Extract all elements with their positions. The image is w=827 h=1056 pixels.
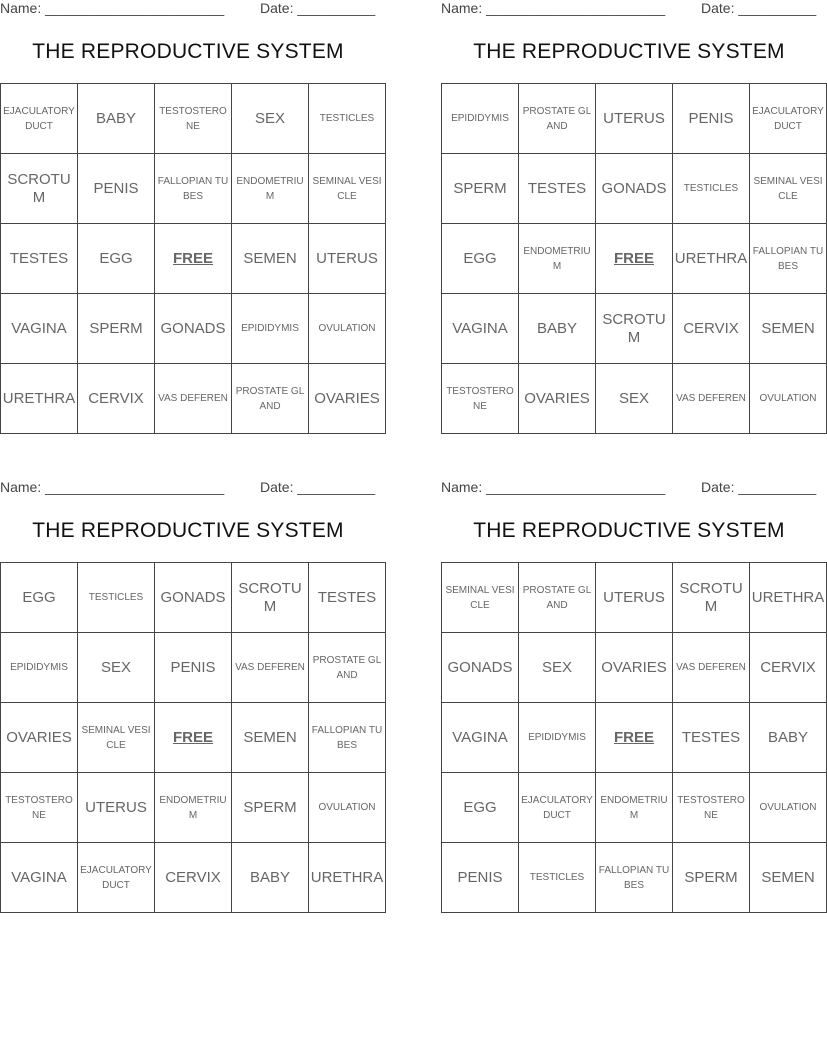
bingo-cell: URETHRA — [673, 224, 750, 294]
bingo-cell: PROSTATE GLAND — [309, 633, 386, 703]
name-field-label: Name: _______________________ — [0, 479, 225, 495]
grid-row — [1, 563, 386, 633]
bingo-cell: TESTES — [1, 224, 78, 294]
name-field-label: Name: _______________________ — [0, 0, 225, 16]
bingo-cell: FALLOPIAN TUBES — [750, 224, 827, 294]
bingo-card-1 — [0, 0, 382, 440]
free-space-cell: FREE — [155, 224, 232, 294]
grid-row — [442, 633, 827, 703]
bingo-cell: TESTOSTERONE — [1, 773, 78, 843]
bingo-cell: OVULATION — [750, 364, 827, 434]
bingo-cell: EJACULATORY DUCT — [519, 773, 596, 843]
grid-row — [1, 84, 386, 154]
grid-row — [1, 843, 386, 913]
bingo-cell: ENDOMETRIUM — [596, 773, 673, 843]
bingo-cell: EJACULATORY DUCT — [1, 84, 78, 154]
bingo-cell: EJACULATORY DUCT — [750, 84, 827, 154]
bingo-cell: BABY — [519, 294, 596, 364]
bingo-cell: OVARIES — [309, 364, 386, 434]
bingo-cell: VAGINA — [442, 294, 519, 364]
grid-row — [442, 224, 827, 294]
date-field-label: Date: __________ — [701, 479, 817, 495]
bingo-cell: PENIS — [673, 84, 750, 154]
bingo-cell: OVARIES — [596, 633, 673, 703]
grid-row — [442, 154, 827, 224]
bingo-cell: SEX — [519, 633, 596, 703]
bingo-card-4 — [441, 479, 825, 919]
bingo-cell: EGG — [1, 563, 78, 633]
bingo-cell: SEX — [78, 633, 155, 703]
bingo-cell: PENIS — [155, 633, 232, 703]
bingo-cell: PROSTATE GLAND — [232, 364, 309, 434]
bingo-cell: GONADS — [596, 154, 673, 224]
bingo-cell: BABY — [750, 703, 827, 773]
bingo-cell: SEX — [596, 364, 673, 434]
bingo-cell: TESTICLES — [78, 563, 155, 633]
free-space-cell: FREE — [596, 703, 673, 773]
bingo-cell: CERVIX — [155, 843, 232, 913]
date-field-label: Date: __________ — [701, 0, 817, 16]
bingo-cell: EGG — [78, 224, 155, 294]
bingo-cell: FALLOPIAN TUBES — [155, 154, 232, 224]
free-space-cell: FREE — [155, 703, 232, 773]
bingo-cell: ENDOMETRIUM — [519, 224, 596, 294]
bingo-cell: SEMINAL VESICLE — [78, 703, 155, 773]
bingo-cell: ENDOMETRIUM — [155, 773, 232, 843]
bingo-cell: EGG — [442, 773, 519, 843]
bingo-cell: TESTES — [673, 703, 750, 773]
bingo-cell: SEMEN — [750, 294, 827, 364]
bingo-cell: URETHRA — [750, 563, 827, 633]
bingo-cell: FALLOPIAN TUBES — [309, 703, 386, 773]
card-title: THE REPRODUCTIVE SYSTEM — [32, 40, 344, 63]
bingo-card-2 — [441, 0, 824, 440]
name-field-label: Name: _______________________ — [441, 479, 666, 495]
bingo-cell: OVARIES — [519, 364, 596, 434]
bingo-grid — [0, 562, 386, 913]
card-title: THE REPRODUCTIVE SYSTEM — [473, 519, 785, 542]
date-field-label: Date: __________ — [260, 479, 376, 495]
bingo-cell: SEMINAL VESICLE — [309, 154, 386, 224]
bingo-cell: OVULATION — [750, 773, 827, 843]
bingo-cell: OVULATION — [309, 294, 386, 364]
grid-row — [1, 294, 386, 364]
bingo-cell: TESTOSTERONE — [673, 773, 750, 843]
bingo-card-3 — [0, 479, 384, 919]
grid-row — [442, 773, 827, 843]
card-title: THE REPRODUCTIVE SYSTEM — [473, 40, 785, 63]
bingo-cell: OVARIES — [1, 703, 78, 773]
bingo-cell: URETHRA — [1, 364, 78, 434]
free-space-cell: FREE — [596, 224, 673, 294]
bingo-cell: EPIDIDYMIS — [232, 294, 309, 364]
grid-row — [1, 154, 386, 224]
bingo-cell: GONADS — [155, 563, 232, 633]
date-field-label: Date: __________ — [260, 0, 376, 16]
bingo-cell: TESTES — [519, 154, 596, 224]
bingo-cell: VAGINA — [1, 294, 78, 364]
bingo-cell: VAS DEFEREN — [155, 364, 232, 434]
grid-row — [442, 84, 827, 154]
bingo-cell: UTERUS — [78, 773, 155, 843]
grid-row — [1, 224, 386, 294]
bingo-cell: TESTICLES — [309, 84, 386, 154]
bingo-cell: UTERUS — [596, 563, 673, 633]
bingo-cell: TESTOSTERONE — [442, 364, 519, 434]
bingo-cell: TESTES — [309, 563, 386, 633]
grid-row — [1, 633, 386, 703]
bingo-cell: EPIDIDYMIS — [1, 633, 78, 703]
bingo-cell: SCROTUM — [232, 563, 309, 633]
bingo-cell: SCROTUM — [1, 154, 78, 224]
bingo-cell: VAGINA — [1, 843, 78, 913]
grid-row — [442, 703, 827, 773]
bingo-cell: GONADS — [442, 633, 519, 703]
bingo-grid — [0, 83, 386, 434]
card-title: THE REPRODUCTIVE SYSTEM — [32, 519, 344, 542]
bingo-cell: CERVIX — [78, 364, 155, 434]
bingo-cell: UTERUS — [309, 224, 386, 294]
bingo-cell: TESTICLES — [673, 154, 750, 224]
grid-row — [1, 364, 386, 434]
bingo-cell: EGG — [442, 224, 519, 294]
bingo-cell: SCROTUM — [596, 294, 673, 364]
bingo-cell: GONADS — [155, 294, 232, 364]
grid-row — [442, 563, 827, 633]
bingo-cell: EJACULATORY DUCT — [78, 843, 155, 913]
bingo-cell: PENIS — [442, 843, 519, 913]
bingo-cell: SPERM — [78, 294, 155, 364]
bingo-cell: VAS DEFEREN — [232, 633, 309, 703]
bingo-cell: URETHRA — [309, 843, 386, 913]
bingo-cell: OVULATION — [309, 773, 386, 843]
bingo-cell: TESTOSTERONE — [155, 84, 232, 154]
grid-row — [1, 773, 386, 843]
bingo-cell: VAGINA — [442, 703, 519, 773]
bingo-cell: SPERM — [673, 843, 750, 913]
bingo-cell: VAS DEFEREN — [673, 633, 750, 703]
bingo-cell: EPIDIDYMIS — [442, 84, 519, 154]
bingo-cell: SEMEN — [750, 843, 827, 913]
bingo-cell: EPIDIDYMIS — [519, 703, 596, 773]
bingo-cell: PENIS — [78, 154, 155, 224]
grid-row — [442, 294, 827, 364]
bingo-cell: TESTICLES — [519, 843, 596, 913]
bingo-cell: SEMINAL VESICLE — [750, 154, 827, 224]
bingo-cell: SPERM — [232, 773, 309, 843]
grid-row — [1, 703, 386, 773]
bingo-cell: SEMINAL VESICLE — [442, 563, 519, 633]
bingo-cell: VAS DEFEREN — [673, 364, 750, 434]
grid-row — [442, 843, 827, 913]
name-field-label: Name: _______________________ — [441, 0, 666, 16]
bingo-cell: UTERUS — [596, 84, 673, 154]
bingo-cell: SEMEN — [232, 224, 309, 294]
bingo-cell: CERVIX — [673, 294, 750, 364]
bingo-cell: FALLOPIAN TUBES — [596, 843, 673, 913]
grid-row — [442, 364, 827, 434]
bingo-cell: BABY — [78, 84, 155, 154]
bingo-cell: ENDOMETRIUM — [232, 154, 309, 224]
bingo-cell: BABY — [232, 843, 309, 913]
bingo-cell: SEX — [232, 84, 309, 154]
bingo-grid — [441, 562, 827, 913]
bingo-cell: CERVIX — [750, 633, 827, 703]
bingo-grid — [441, 83, 827, 434]
bingo-cell: SPERM — [442, 154, 519, 224]
bingo-cell: SCROTUM — [673, 563, 750, 633]
bingo-cell: PROSTATE GLAND — [519, 84, 596, 154]
bingo-cell: PROSTATE GLAND — [519, 563, 596, 633]
bingo-cell: SEMEN — [232, 703, 309, 773]
